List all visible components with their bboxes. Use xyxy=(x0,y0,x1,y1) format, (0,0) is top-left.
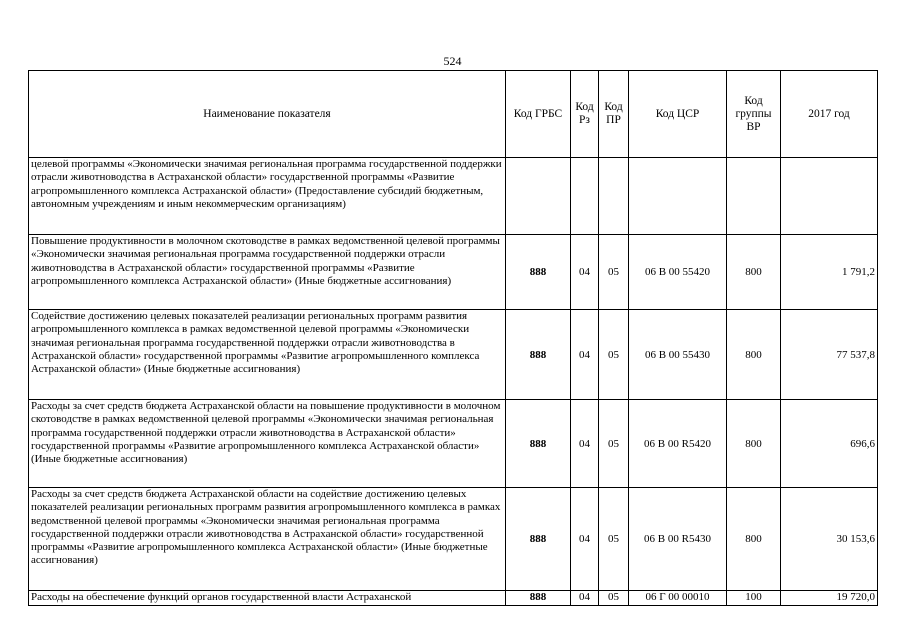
row-rz: 04 xyxy=(571,400,599,488)
header-csr: Код ЦСР xyxy=(629,71,727,158)
row-rz: 04 xyxy=(571,591,599,606)
table-header-row xyxy=(29,71,878,158)
header-year: 2017 год xyxy=(781,71,878,158)
row-csr: 06 В 00 55420 xyxy=(629,235,727,310)
row-vr: 800 xyxy=(727,310,781,400)
table-row xyxy=(29,310,878,400)
row-grbs: 888 xyxy=(506,591,571,606)
row-amount: 77 537,8 xyxy=(781,310,878,400)
page-number: 524 xyxy=(443,54,462,68)
row-name: Расходы за счет средств бюджета Астраханской области на содействие достижению целевых показателей реализации региональных программ развития агропромышленного комплекса в рамках ведомственной целевой программы «Экономически значимая региональная программа государственной поддержки отрасли животноводства в Астраханской области» государственной программы «Развитие агропромышленного комплекса Астраханской области» (Иные бюджетные ассигнования) xyxy=(29,488,506,591)
row-amount: 696,6 xyxy=(781,400,878,488)
table-row xyxy=(29,400,878,488)
row-name: Расходы за счет средств бюджета Астраханской области на повышение продуктивности в молочном скотоводстве в рамках ведомственной целевой программы «Экономически значимая региональная программа государственной поддержки отрасли животноводства в Астраханской области» государственной программы «Развитие агропромышленного комплекса Астраханской области» (Иные бюджетные ассигнования) xyxy=(29,400,506,488)
row-pr: 05 xyxy=(599,235,629,310)
header-rz: Код Рз xyxy=(571,71,599,158)
table-row xyxy=(29,158,878,235)
row-csr: 06 В 00 R5420 xyxy=(629,400,727,488)
header-grbs: Код ГРБС xyxy=(506,71,571,158)
row-name: Повышение продуктивности в молочном скотоводстве в рамках ведомственной целевой программы «Экономически значимая региональная программа государственной поддержки отрасли животноводства в Астраханской области» государственной программы «Развитие агропромышленного комплекса Астраханской области» (Иные бюджетные ассигнования) xyxy=(29,235,506,310)
row-rz xyxy=(571,158,599,235)
row-csr: 06 В 00 R5430 xyxy=(629,488,727,591)
row-csr xyxy=(629,158,727,235)
row-pr: 05 xyxy=(599,400,629,488)
budget-table xyxy=(28,70,878,606)
header-pr: Код ПР xyxy=(599,71,629,158)
row-rz: 04 xyxy=(571,488,599,591)
row-csr: 06 В 00 55430 xyxy=(629,310,727,400)
row-pr: 05 xyxy=(599,310,629,400)
row-rz: 04 xyxy=(571,310,599,400)
table-row xyxy=(29,488,878,591)
row-amount: 1 791,2 xyxy=(781,235,878,310)
header-name: Наименование показателя xyxy=(29,71,506,158)
row-pr: 05 xyxy=(599,591,629,606)
row-vr: 800 xyxy=(727,488,781,591)
row-amount: 19 720,0 xyxy=(781,591,878,606)
table-row xyxy=(29,235,878,310)
row-name: Расходы на обеспечение функций органов государственной власти Астраханской xyxy=(29,591,506,606)
row-pr xyxy=(599,158,629,235)
row-vr xyxy=(727,158,781,235)
row-csr: 06 Г 00 00010 xyxy=(629,591,727,606)
row-name: целевой программы «Экономически значимая региональная программа государственной поддержки отрасли животноводства в Астраханской области» государственной программы «Развитие агропромышленного комплекса Астраханской области» (Предоставление субсидий бюджетным, автономным учреждениям и иным некоммерческим организациям) xyxy=(29,158,506,235)
row-vr: 100 xyxy=(727,591,781,606)
row-grbs: 888 xyxy=(506,400,571,488)
row-grbs: 888 xyxy=(506,488,571,591)
row-amount xyxy=(781,158,878,235)
row-grbs: 888 xyxy=(506,310,571,400)
header-vr: Код группы ВР xyxy=(727,71,781,158)
row-grbs xyxy=(506,158,571,235)
row-rz: 04 xyxy=(571,235,599,310)
row-amount: 30 153,6 xyxy=(781,488,878,591)
row-vr: 800 xyxy=(727,235,781,310)
row-grbs: 888 xyxy=(506,235,571,310)
table-row xyxy=(29,591,878,606)
row-vr: 800 xyxy=(727,400,781,488)
row-name: Содействие достижению целевых показателей реализации региональных программ развития агропромышленного комплекса в рамках ведомственной целевой программы «Экономически значимая региональная программа государственной поддержки отрасли животноводства в Астраханской области» государственной программы «Развитие агропромышленного комплекса Астраханской области» (Иные бюджетные ассигнования) xyxy=(29,310,506,400)
row-pr: 05 xyxy=(599,488,629,591)
